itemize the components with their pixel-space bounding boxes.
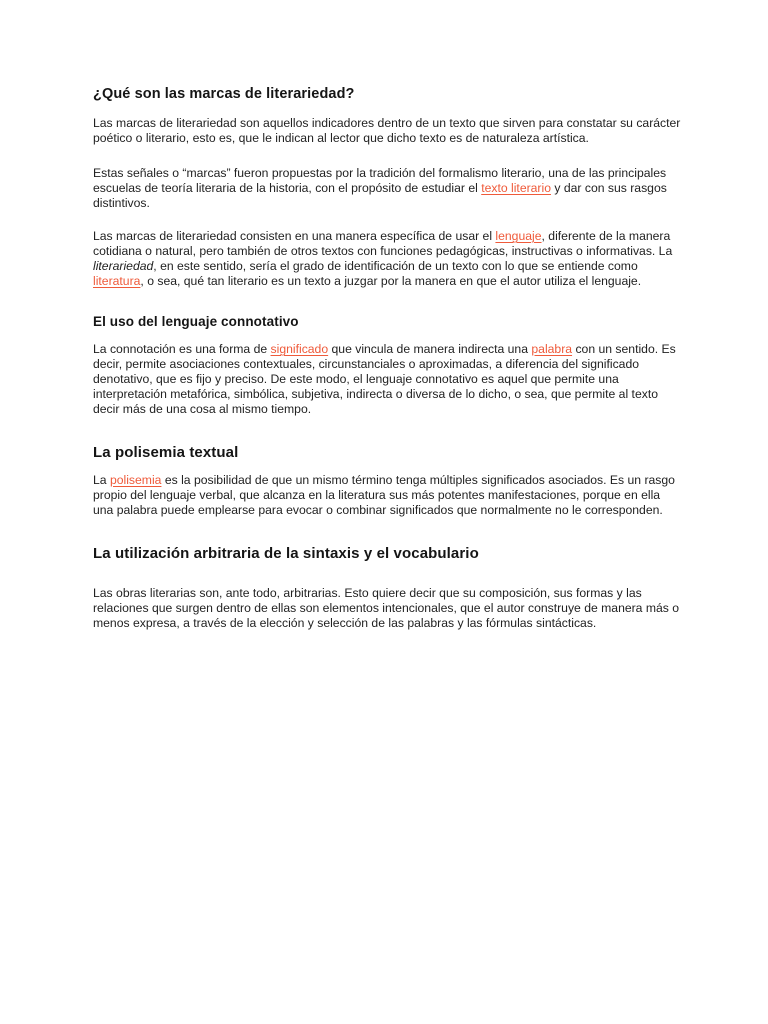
paragraph-connotacion [93, 342, 681, 417]
link-lenguaje[interactable]: lenguaje [495, 229, 542, 243]
document-body [93, 84, 681, 631]
paragraph-definicion: Las marcas de literariedad son aquellos indicadores dentro de un texto que sirven para constatar su carácter poético o literario, esto es, que le indican al lector que dicho texto es de naturaleza artística. [93, 116, 681, 145]
text-fragment: y dar con sus rasgos distintivos. [93, 181, 667, 210]
heading-lenguaje-connotativo: El uso del lenguaje connotativo [93, 314, 299, 329]
heading-que-son-marcas: ¿Qué son las marcas de literariedad? [93, 86, 355, 102]
link-texto-literario[interactable]: texto literario [481, 181, 551, 195]
link-literatura[interactable]: literatura [93, 274, 141, 288]
text-fragment: Estas señales o “marcas” fueron propuestas por la tradición del formalismo literario, una de las principales escuelas de teoría literaria de la historia, con el propósito de estudiar el [93, 166, 667, 195]
text-fragment: La connotación es una forma de [93, 342, 271, 356]
heading-polisemia-textual: La polisemia textual [93, 444, 239, 461]
link-palabra[interactable]: palabra [531, 342, 573, 356]
text-fragment: que vincula de manera indirecta una [328, 342, 532, 356]
paragraph-obras-arbitrarias: Las obras literarias son, ante todo, arbitrarias. Esto quiere decir que su composición, sus formas y las relaciones que surgen dentro de ellas son elementos intencionales, que el autor construye de manera más o menos expresa, a través de la elección y selección de las palabras y las fórmulas sintácticas. [93, 586, 680, 630]
link-significado[interactable]: significado [270, 342, 329, 356]
paragraph-formalismo [93, 166, 681, 211]
emphasis-literariedad: literariedad [93, 259, 154, 273]
text-fragment: es la posibilidad de que un mismo término tenga múltiples significados asociados. Es un rasgo propio del lenguaje verbal, que alcanza en la literatura sus más potentes manifestaciones, porque en ella una palabra puede emplearse para evocar o combinar significados que normalmente no le corresponden. [93, 473, 675, 517]
text-fragment: con un sentido. Es decir, permite asociaciones contextuales, circunstanciales o aproximadas, a diferencia del significado denotativo, que es fijo y preciso. De este modo, el lenguaje connotativo es aquel que permite una interpretación metafórica, simbólica, subjetiva, indirecta o diversa de lo dicho, o sea, que permite al texto decir más de una cosa al mismo tiempo. [93, 342, 676, 416]
text-fragment: , o sea, qué tan literario es un texto a juzgar por la manera en que el autor utiliza el lenguaje. [140, 274, 642, 288]
text-fragment: Las marcas de literariedad consisten en una manera específica de usar el [93, 229, 496, 243]
link-polisemia[interactable]: polisemia [109, 473, 162, 487]
paragraph-lenguaje [93, 229, 681, 289]
text-fragment: La [93, 473, 110, 487]
text-fragment: , diferente de la manera cotidiana o natural, pero también de otros textos con funciones pedagógicas, instructivas o informativas. La [93, 229, 673, 258]
paragraph-polisemia [93, 473, 681, 518]
heading-sintaxis-vocabulario: La utilización arbitraria de la sintaxis y el vocabulario [93, 545, 479, 562]
text-fragment: , en este sentido, sería el grado de identificación de un texto con lo que se entiende como [153, 259, 638, 273]
